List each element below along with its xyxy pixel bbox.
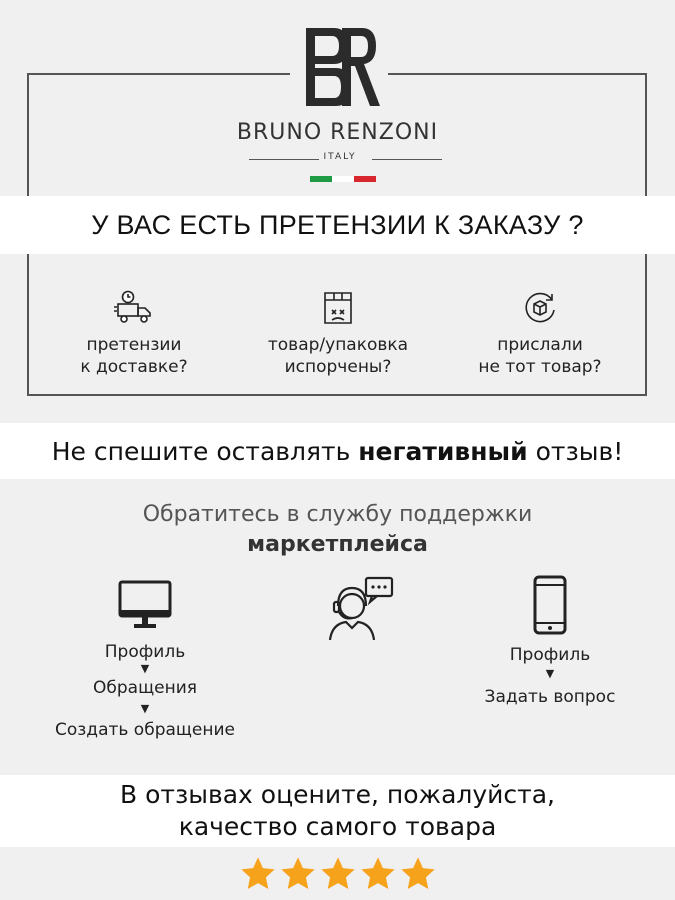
monitor-icon [118,580,172,632]
star-icon [239,855,277,893]
mobile-instructions [460,575,640,707]
warning-after: отзыв! [527,436,624,466]
mobile-step-profile: Профиль [509,645,591,665]
brand-name: BRUNO RENZONI [236,120,439,145]
support-operator-icon [324,574,396,642]
question-title: У ВАС ЕСТЬ ПРЕТЕНЗИИ К ЗАКАЗУ ? [91,209,584,240]
issue-delivery [34,290,234,378]
issue-damaged-line2: испорчены? [284,357,392,377]
star-icon [399,855,437,893]
star-icon [279,855,317,893]
desktop-instructions [30,580,260,740]
support-line2: маркетплейса [247,532,428,557]
divider-right [372,159,442,160]
delivery-truck-icon [114,290,154,326]
damaged-box-icon [320,290,356,326]
star-icon [319,855,357,893]
warning-before: Не спешите оставлять [51,436,359,466]
desktop-step-requests: Обращения [93,678,197,698]
question-banner [0,196,675,254]
issue-wrong-item [440,290,640,378]
review-line2: качество самого товара [178,812,497,841]
wrong-item-icon [522,290,558,326]
flag-green [310,176,332,182]
divider-left [249,159,319,160]
rating-stars [0,847,675,900]
smartphone-icon [533,575,567,635]
issue-delivery-line1: претензии [86,335,182,355]
brand-country: ITALY [323,152,357,162]
support-line1: Обратитесь в службу поддержки [142,502,533,527]
issue-delivery-line2: к доставке? [80,357,188,377]
warning-banner [0,423,675,479]
review-line1: В отзывах оцените, пожалуйста, [120,780,555,809]
br-logo [302,26,380,108]
star-icon [359,855,397,893]
warning-text [52,437,624,466]
desktop-step-create: Создать обращение [55,720,235,740]
mobile-step-ask: Задать вопрос [484,687,616,707]
desktop-step-profile: Профиль [104,642,186,662]
italian-flag [310,176,376,182]
support-heading [0,500,675,560]
issue-damaged [238,290,438,378]
arrow-down-icon: ▼ [140,702,150,715]
issue-wrong-line2: не тот товар? [478,357,602,377]
support-line2-wrap [0,530,675,560]
warning-bold: негативный [358,436,528,466]
flag-red [354,176,376,182]
flag-white [332,176,354,182]
arrow-down-icon: ▼ [140,662,150,675]
issue-damaged-line1: товар/упаковка [267,335,409,355]
arrow-down-icon: ▼ [545,667,555,680]
review-banner [0,775,675,847]
issue-wrong-line1: прислали [497,335,583,355]
